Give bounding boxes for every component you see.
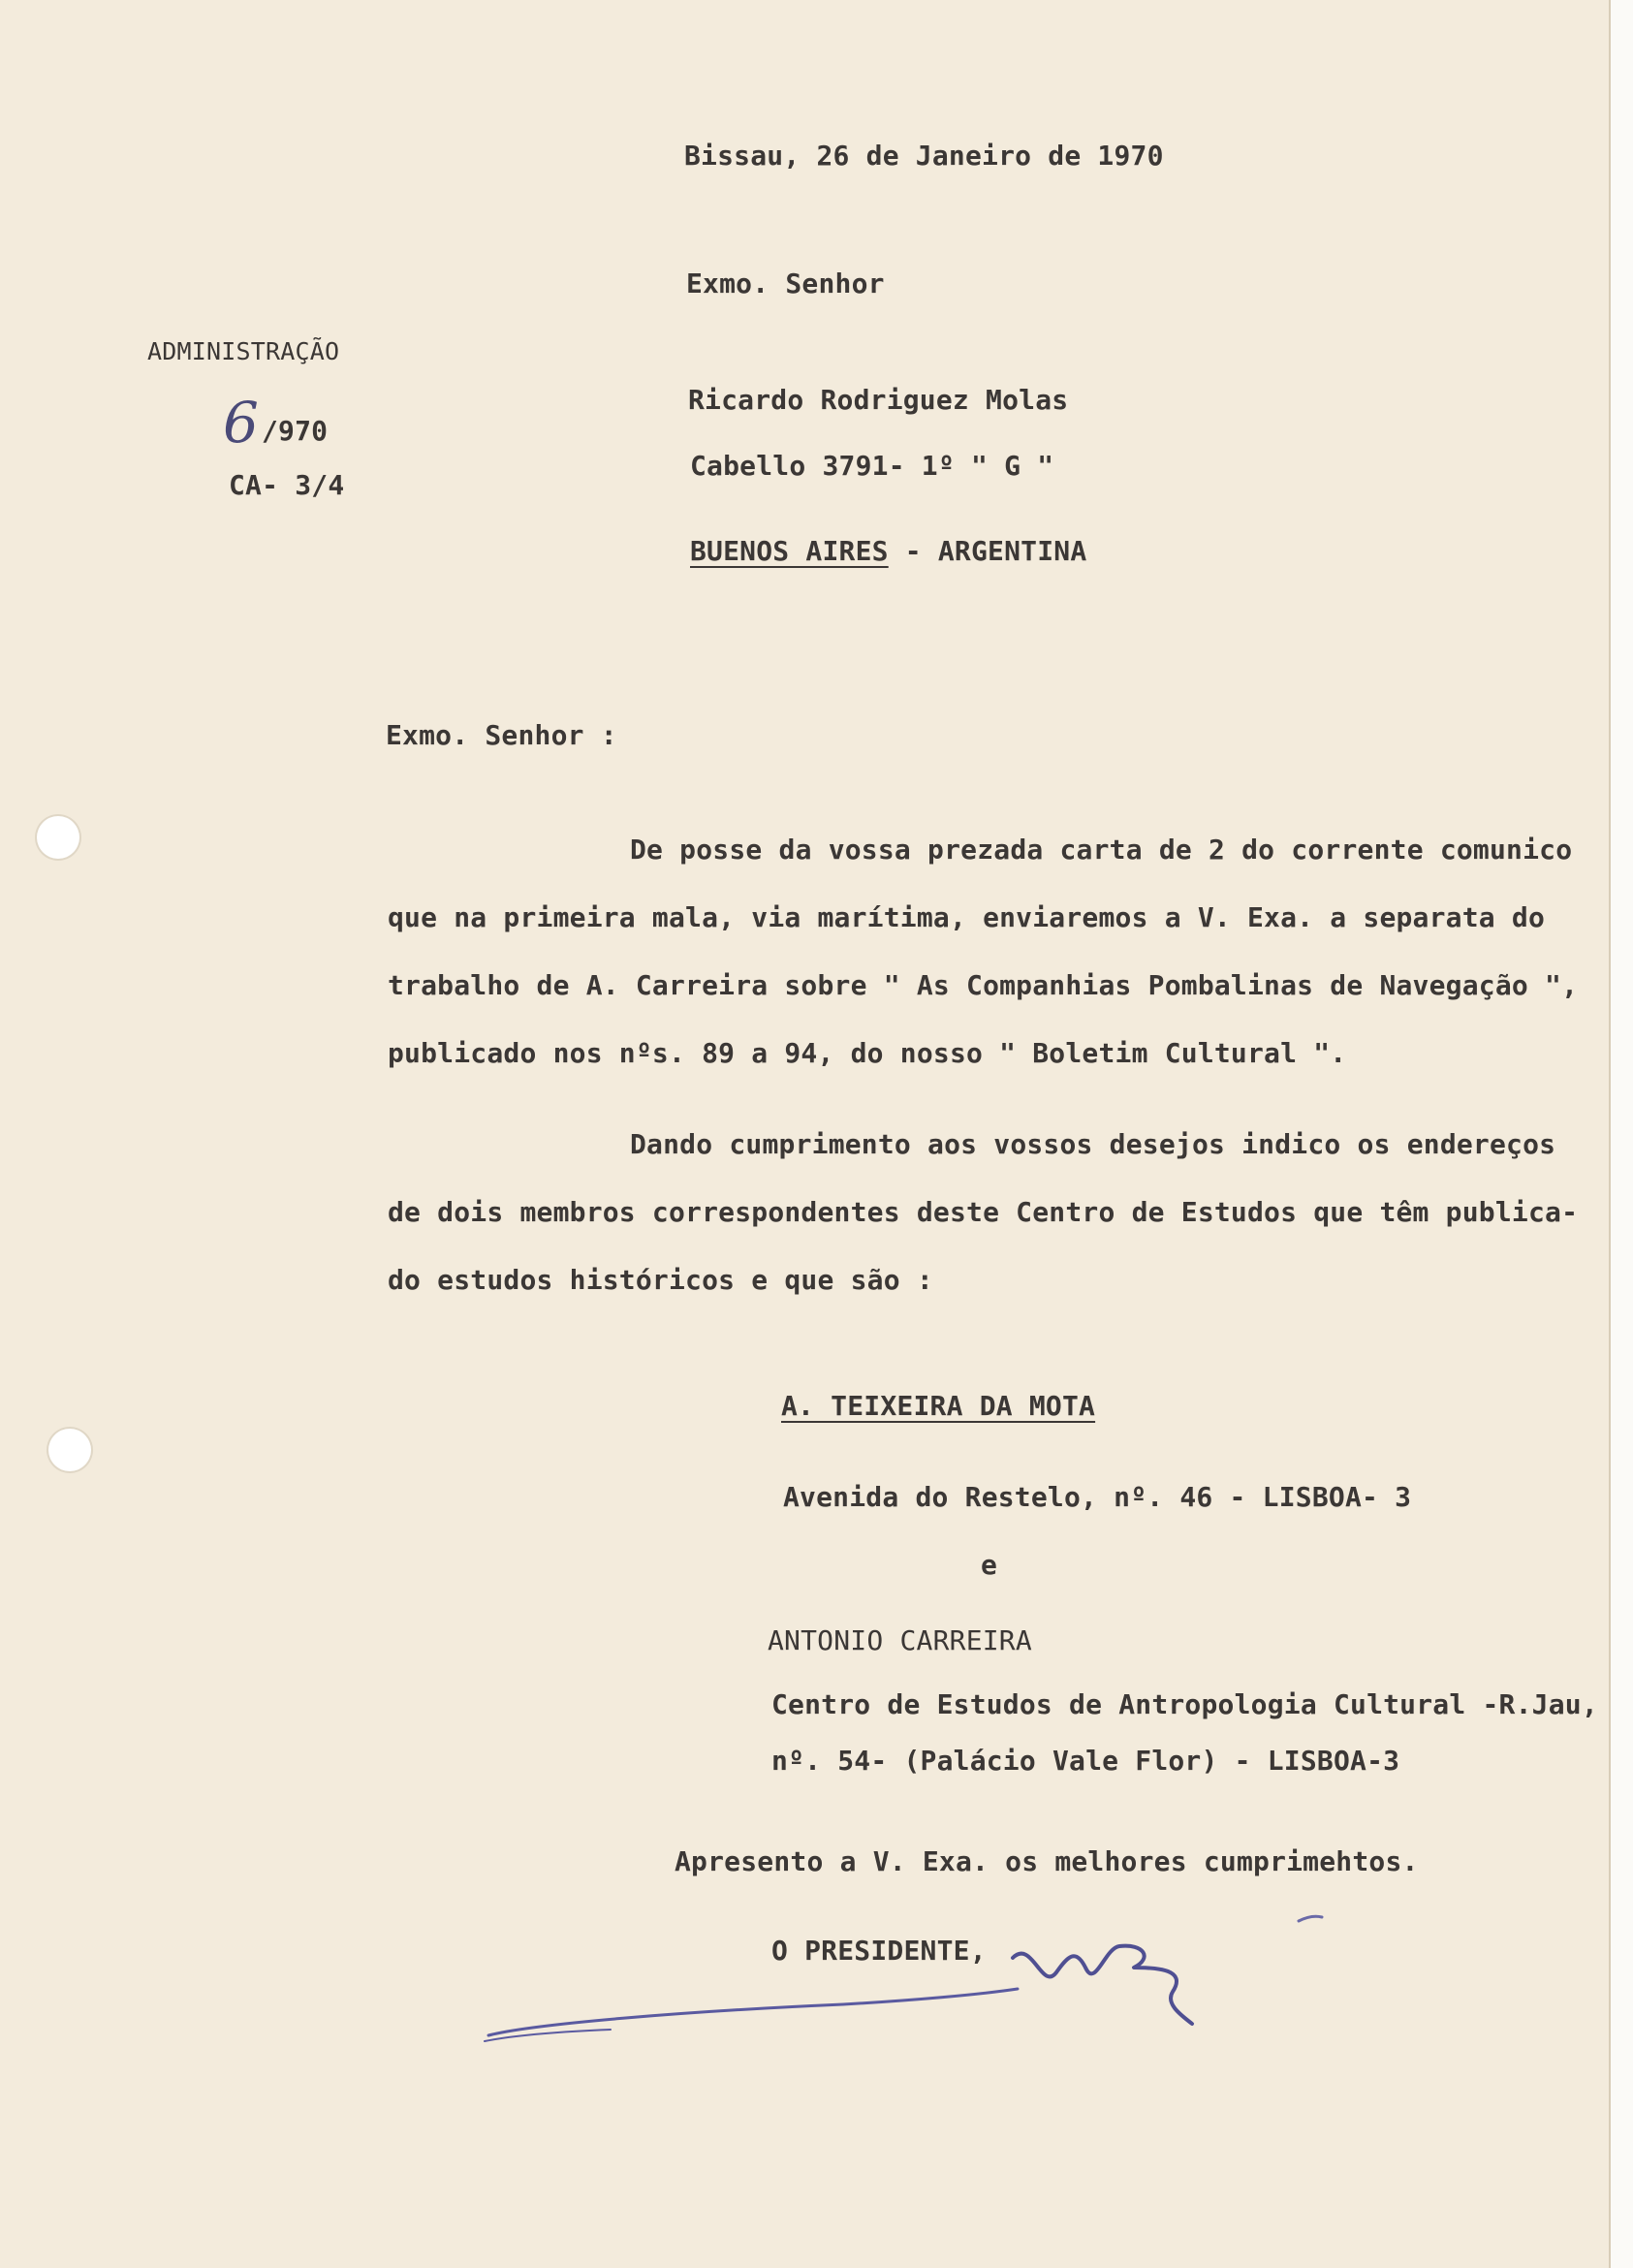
paper-edge (1611, 0, 1633, 2268)
paragraph-1-line: trabalho de A. Carreira sobre " As Companhias Pombalinas de Navegação ", (388, 969, 1579, 1001)
contact-1-name: A. TEIXEIRA DA MOTA (781, 1390, 1096, 1422)
recipient-city-line (690, 535, 1086, 567)
conjunction: e (981, 1549, 998, 1581)
paragraph-2-line: do estudos históricos e que são : (388, 1264, 933, 1296)
punch-hole-top (37, 816, 79, 859)
admin-stamp: ADMINISTRAÇÃO (147, 337, 340, 365)
ref-number-handwritten: 6 (223, 390, 259, 456)
place-date: Bissau, 26 de Janeiro de 1970 (684, 140, 1164, 172)
handwritten-signature (475, 1900, 1328, 2064)
signature-stroke (488, 1989, 1018, 2035)
recipient-name: Ricardo Rodriguez Molas (688, 384, 1069, 416)
punch-hole-bottom (48, 1429, 91, 1471)
signature-scribble (1013, 1946, 1192, 2024)
contact-1-address: Avenida do Restelo, nº. 46 - LISBOA- 3 (783, 1481, 1412, 1513)
recipient-city: BUENOS AIRES (690, 535, 889, 567)
ref-code: CA- 3/4 (229, 469, 345, 501)
contact-2-name: ANTONIO CARREIRA (768, 1624, 1032, 1656)
signature-tick (1299, 1916, 1322, 1921)
contact-2-address-line: nº. 54- (Palácio Vale Flor) - LISBOA-3 (771, 1745, 1400, 1777)
recipient-street: Cabello 3791- 1º " G " (690, 450, 1054, 482)
paragraph-1-line: De posse da vossa prezada carta de 2 do corrente comunico (630, 834, 1573, 866)
salutation-top: Exmo. Senhor (686, 268, 885, 299)
paragraph-2-line: Dando cumprimento aos vossos desejos indico os endereços (630, 1128, 1556, 1160)
contact-2-address-line: Centro de Estudos de Antropologia Cultural -R.Jau, (771, 1688, 1598, 1720)
recipient-country: - ARGENTINA (888, 535, 1087, 567)
closing: Apresento a V. Exa. os melhores cumprimehtos. (675, 1845, 1419, 1877)
paragraph-2-line: de dois membros correspondentes deste Centro de Estudos que têm publica- (388, 1196, 1579, 1228)
paragraph-1-line: publicado nos nºs. 89 a 94, do nosso " Boletim Cultural ". (388, 1037, 1347, 1069)
ref-year: /970 (262, 415, 329, 447)
body-salutation: Exmo. Senhor : (386, 719, 617, 751)
signatory-title: O PRESIDENTE, (771, 1935, 987, 1967)
paragraph-1-line: que na primeira mala, via marítima, enviaremos a V. Exa. a separata do (388, 901, 1546, 933)
